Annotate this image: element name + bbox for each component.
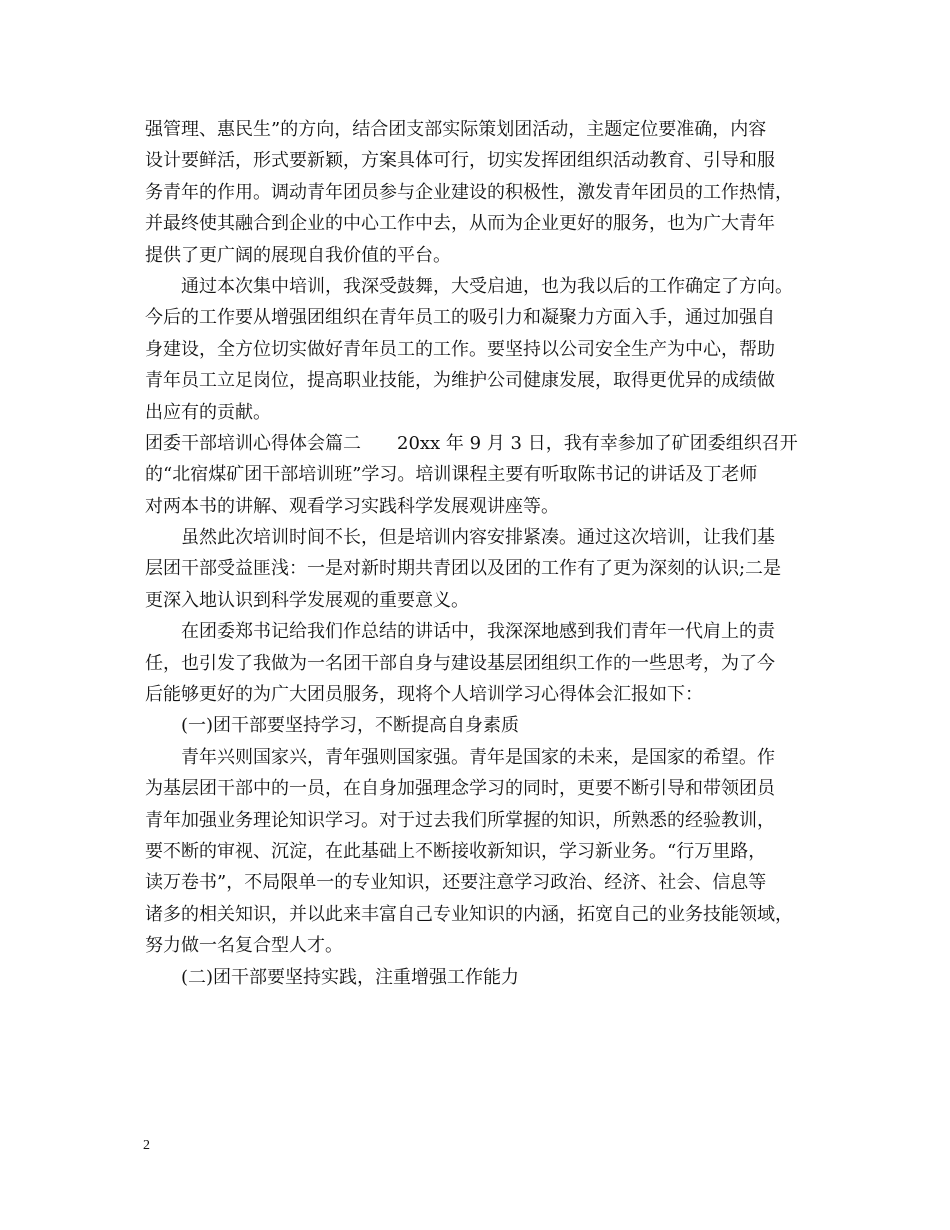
text-line: 后能够更好的为广大团员服务，现将个人培训学习心得体会汇报如下： [145,684,703,706]
text-line: 努力做一名复合型人才。 [145,935,343,957]
text-line: 为基层团干部中的一员，在自身加强理念学习的同时，更要不断引导和带领团员 [145,778,775,800]
text-line: 层团干部受益匪浅：一是对新时期共青团以及团的工作有了更为深刻的认识;二是 [145,558,782,580]
text-line: 青年兴则国家兴，青年强则国家强。青年是国家的未来，是国家的希望。作 [181,746,775,768]
text-line: 身建设，全方位切实做好青年员工的工作。要坚持以公司安全生产为中心，帮助 [145,338,775,360]
text-line: 提供了更广阔的展现自我价值的平台。 [145,244,451,266]
text-line: 诸多的相关知识，并以此来丰富自己专业知识的内涵，拓宽自己的业务技能领域， [145,903,793,925]
text-line: 通过本次集中培训，我深受鼓舞，大受启迪，也为我以后的工作确定了方向。 [181,275,793,297]
text-line: 对两本书的讲解、观看学习实践科学发展观讲座等。 [145,495,559,517]
text-line: 更深入地认识到科学发展观的重要意义。 [145,589,469,611]
text-line: (一)团干部要坚持学习，不断提高自身素质 [181,715,520,737]
text-line: 设计要鲜活，形式要新颖，方案具体可行，切实发挥团组织活动教育、引导和服 [145,150,775,172]
text-line: (二)团干部要坚持实践，注重增强工作能力 [181,966,520,988]
text-line: 的“北宿煤矿团干部培训班”学习。培训课程主要有听取陈书记的讲话及丁老师 [145,464,758,486]
text-line: 虽然此次培训时间不长，但是培训内容安排紧凑。通过这次培训，让我们基 [181,527,775,549]
body-text [145,114,825,993]
text-line: 出应有的贡献。 [145,401,271,423]
page-number: 2 [143,1138,150,1153]
text-line: 任，也引发了我做为一名团干部自身与建设基层团组织工作的一些思考，为了今 [145,652,775,674]
text-line: 青年加强业务理论知识学习。对于过去我们所掌握的知识，所熟悉的经验教训， [145,809,775,831]
text-line: 并最终使其融合到企业的中心工作中去，从而为企业更好的服务，也为广大青年 [145,213,775,235]
text-line: 在团委郑书记给我们作总结的讲话中，我深深地感到我们青年一代肩上的责 [181,621,775,643]
text-line: 今后的工作要从增强团组织在青年员工的吸引力和凝聚力方面入手，通过加强自 [145,307,775,329]
text-line: 团委干部培训心得体会篇二 20xx 年 9 月 3 日，我有幸参加了矿团委组织召开 [145,432,798,454]
text-line: 强管理、惠民生”的方向，结合团支部实际策划团活动，主题定位要准确，内容 [145,119,767,140]
text-line: 要不断的审视、沉淀，在此基础上不断接收新知识，学习新业务。“行万里路， [145,840,767,862]
text-line: 读万卷书”，不局限单一的专业知识，还要注意学习政治、经济、社会、信息等 [145,872,767,894]
text-line: 青年员工立足岗位，提高职业技能，为维护公司健康发展，取得更优异的成绩做 [145,370,775,392]
text-line: 务青年的作用。调动青年团员参与企业建设的积极性，激发青年团员的工作热情， [145,181,793,203]
